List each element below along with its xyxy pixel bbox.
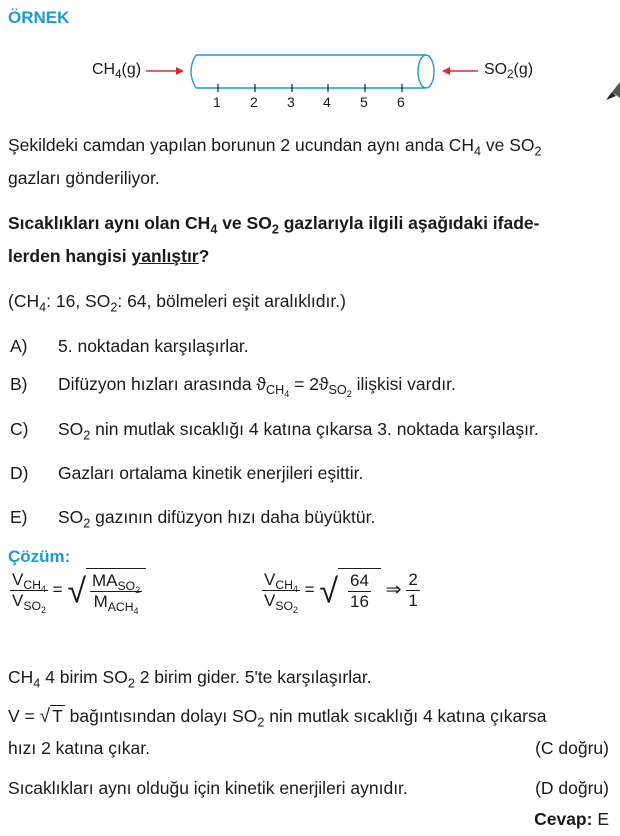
square-root-2: √ $\frac{64}{16}$ xyxy=(319,568,381,612)
question-line-1: Sıcaklıkları aynı olan $CH_4$ ve $SO_2$ gazlarıyla ilgili aşağıdaki ifade- xyxy=(8,213,540,237)
tick-label-2: 2 xyxy=(250,94,258,110)
option-b[interactable]: B) Difüzyon hızları arasında $ϑ_{CH_4} = 2ϑ_{SO_2}$ ilişkisi vardır. xyxy=(10,374,456,400)
left-gas-label: $CH_4(g)$ xyxy=(92,61,142,82)
intro-line-1: Şekildeki camdan yapılan borunun 2 ucundan aynı anda $CH_4$ ve $SO_2$ xyxy=(8,135,542,159)
answer: Cevap: E xyxy=(534,809,609,829)
equation-2: $\frac{V_{CH_4}}{V_{SO_2}}$ = √ $\frac{64}{16}$ ⇒ $\frac{2}{1}$ xyxy=(264,569,418,615)
tick-label-3: 3 xyxy=(287,94,295,110)
tick-label-1: 1 xyxy=(213,94,221,110)
option-c[interactable]: C) $SO_2$ nin mutlak sıcaklığı 4 katına çıkarsa 3. noktada karşılaşır. xyxy=(10,419,539,443)
square-root-1: √ $\frac{MA_{SO_2}}{M_{ACH_4}}$ xyxy=(67,568,146,612)
solution-line-2: V = √ T bağıntısından dolayı $SO_2$ nin mutlak sıcaklığı 4 katına çıkarsa xyxy=(8,706,547,730)
equation-1: $\frac{V_{CH_4}}{V_{SO_2}}$ = √ $\frac{MA_{SO_2}}{M_{ACH_4}}$ xyxy=(10,568,146,612)
example-heading: ÖRNEK xyxy=(8,8,70,27)
tick-label-5: 5 xyxy=(360,94,368,110)
left-arrow-head-icon xyxy=(176,67,184,75)
tick-label-6: 6 xyxy=(397,94,405,110)
given-data: ($CH_4$: 16, $SO_2$: 64, bölmeleri eşit aralıklıdır.) xyxy=(8,291,346,315)
tube-right-end xyxy=(418,55,434,88)
tick-label-4: 4 xyxy=(323,94,331,110)
solution-line-1: $CH_4$ 4 birim $SO_2$ 2 birim gider. 5'te karşılaşırlar. xyxy=(8,667,372,691)
velocity-ratio-1: $\frac{V_{CH_4}}{V_{SO_2}}$ xyxy=(12,569,46,615)
tube-left-end xyxy=(191,55,196,88)
pencil-icon xyxy=(606,82,620,100)
option-d[interactable]: D) Gazları ortalama kinetik enerjileri eşittir. xyxy=(10,463,364,483)
option-a[interactable]: A) 5. noktadan karşılaşırlar. xyxy=(10,336,249,356)
solution-line-3: hızı 2 katına çıkar. xyxy=(8,738,151,758)
option-e[interactable]: E) $SO_2$ gazının difüzyon hızı daha büyüktür. xyxy=(10,507,376,531)
solution-line-4: Sıcaklıkları aynı olduğu için kinetik enerjileri aynıdır. xyxy=(8,778,408,798)
solution-heading: Çözüm: xyxy=(8,547,71,566)
right-arrow-head-icon xyxy=(442,67,450,75)
right-gas-label: $SO_2(g)$ xyxy=(484,61,534,82)
velocity-ratio-2: $\frac{V_{CH_4}}{V_{SO_2}}$ xyxy=(264,569,298,615)
tube-body xyxy=(196,55,426,88)
d-correct-note: (D doğru) xyxy=(535,778,609,798)
glass-tube-diagram xyxy=(0,0,620,120)
intro-line-2: gazları gönderiliyor. xyxy=(8,168,160,188)
implies-arrow-icon: ⇒ xyxy=(385,579,402,601)
c-correct-note: (C doğru) xyxy=(535,738,609,758)
question-line-2: lerden hangisi yanlıştır? xyxy=(8,246,210,266)
